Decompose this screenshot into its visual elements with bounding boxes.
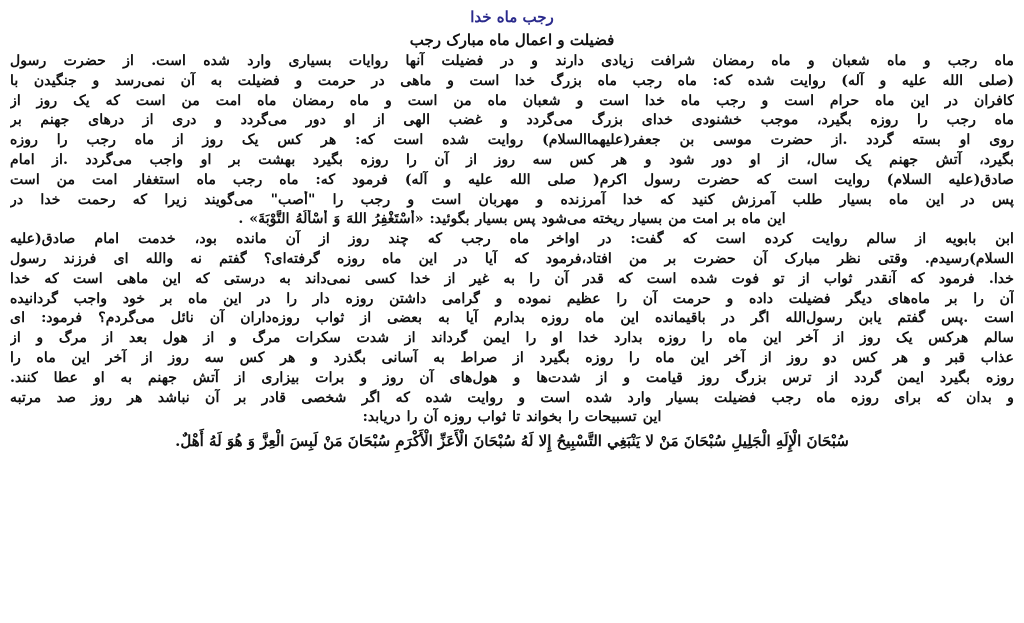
paragraph-line: سالم هرکس یک روز از آخر این ماه را روزه بدارد خدا او را ایمن گرداند از شدت سکرات مرگ و از هول بعد از مرگ و از [10,330,1014,347]
paragraph-line: این ماه بر امت من بسیار ریخته می‌شود پس بسیار بگوئید: «أَسْتَغْفِرُ اللهَ وَ أَسْأَلُهُ التَّوْبَةَ» . [238,211,786,228]
paragraph-line: صادق(علیه السلام) روایت است که حضرت رسول اکرم( صلی الله علیه و آله) فرمود که: ماه رجب ماه استغفار امت من است [10,171,1014,188]
paragraph-line: این تسبیحات را بخواند تا ثواب روزه آن را دریابد: [362,409,662,426]
paragraph-line: روی او بسته گردد .از حضرت موسی بن جعفر(علیهماالسلام) روایت شده است که: هر کس یک روز از ماه رجب را روزه [10,132,1014,149]
paragraph-line: (صلی الله علیه و آله) روایت شده که: ماه رجب ماه بزرگ خدا است و ماهی در حرمت و فضیلت به آن نمی‌رسد و جنگیدن با [10,72,1014,89]
paragraph-line: ابن بابویه از سالم روایت کرده است که گفت: در اواخر ماه رجب که چند روز از آن مانده بود، خدمت امام صادق(علیه [10,231,1014,248]
paragraph-line: ماه رجب را روزه بگیرد، موجب خشنودی خدای بزرگ می‌گردد و غضب الهی از او دور می‌گردد و دری از درهای جهنم بر [10,112,1014,129]
paragraph-line: پس در این ماه بسیار طلب آمرزش کنید که خدا آمرزنده و مهربان است و رجب را "أصب" می‌گویند زیرا که رحمت خدا در [10,191,1014,208]
paragraph-line: روزه بگیرد ایمن گردد از ترس بزرگ روز قیامت و از شدت‌ها و هول‌های آن روز و برات بیزاری از آتش جهنم به او عطا کنند. [10,369,1014,386]
paragraph-line: السلام)رسیدم. وقتی نظر مبارک آن حضرت بر من افتاد،فرمود که آیا در این ماه روزه گرفته‌ای؟ گفتم نه والله ای فرزند رسول [10,250,1014,267]
paragraph-line: کافران در این ماه حرام است و رجب ماه خدا است و شعبان ماه من است و ماه رمضان ماه امت من است که یک روز از [10,92,1014,109]
paragraph-line: ماه رجب و ماه شعبان و ماه رمضان شرافت زیادی دارند و در فضیلت آنها روایات بسیاری وارد شده است. از حضرت رسول [10,53,1014,69]
tasbih-text: سُبْحَانَ الْإِلَهِ الْجَلِيلِ سُبْحَانَ مَنْ لا يَنْبَغِي التَّسْبِيحُ إِلا لَهُ سُبْحَانَ الْأَعَزِّ الْأَكْرَمِ سُبْحَانَ مَنْ لَبِسَ الْعِزَّ وَ هُوَ لَهُ أَهْلٌ. [175,432,849,451]
paragraph-2 [10,230,1014,428]
page-title: رجب ماه خدا [470,8,554,26]
paragraph-line: خدا. فرمود که آنقدر ثواب از تو فوت شده است که قدر آن را به غیر از خدا کسی نمی‌داند به درستی که این ماهی است که خدا [10,270,1014,287]
paragraph-line: و بدان که برای روزه ماه رجب فضیلت بسیار وارد شده است و روایت شده که اگر شخصی قادر بر آن نباشد هر روز صد مرتبه [10,389,1014,406]
paragraph-line: آن را بر ماه‌های دیگر فضیلت داده و حرمت آن را عظیم نموده و گرامی داشتن روزه دار را در این ماه بر خود واجب گردانیده [10,290,1014,307]
page-subtitle: فضیلت و اعمال ماه مبارک رجب [409,31,615,49]
paragraph-line: است .پس گفتم یابن رسول‌الله اگر در باقیمانده این ماه روزه بدارم آیا به بعضی از ثواب روزه‌داران آن نائل می‌گردم؟ فرمود: ای [10,310,1014,327]
paragraph-line: بگیرد، آتش جهنم یک سال، از او دور شود و هر کس سه روز از آن را روزه بگیرد بهشت بر او واجب می‌گردد .از امام [10,151,1014,168]
paragraph-1 [10,52,1014,230]
paragraph-line: عذاب قبر و هر کس دو روز از آخر این ماه را روزه بگیرد از صراط به آسانی بگذرد و هر کس سه روز از آخر این ماه را [10,349,1014,366]
